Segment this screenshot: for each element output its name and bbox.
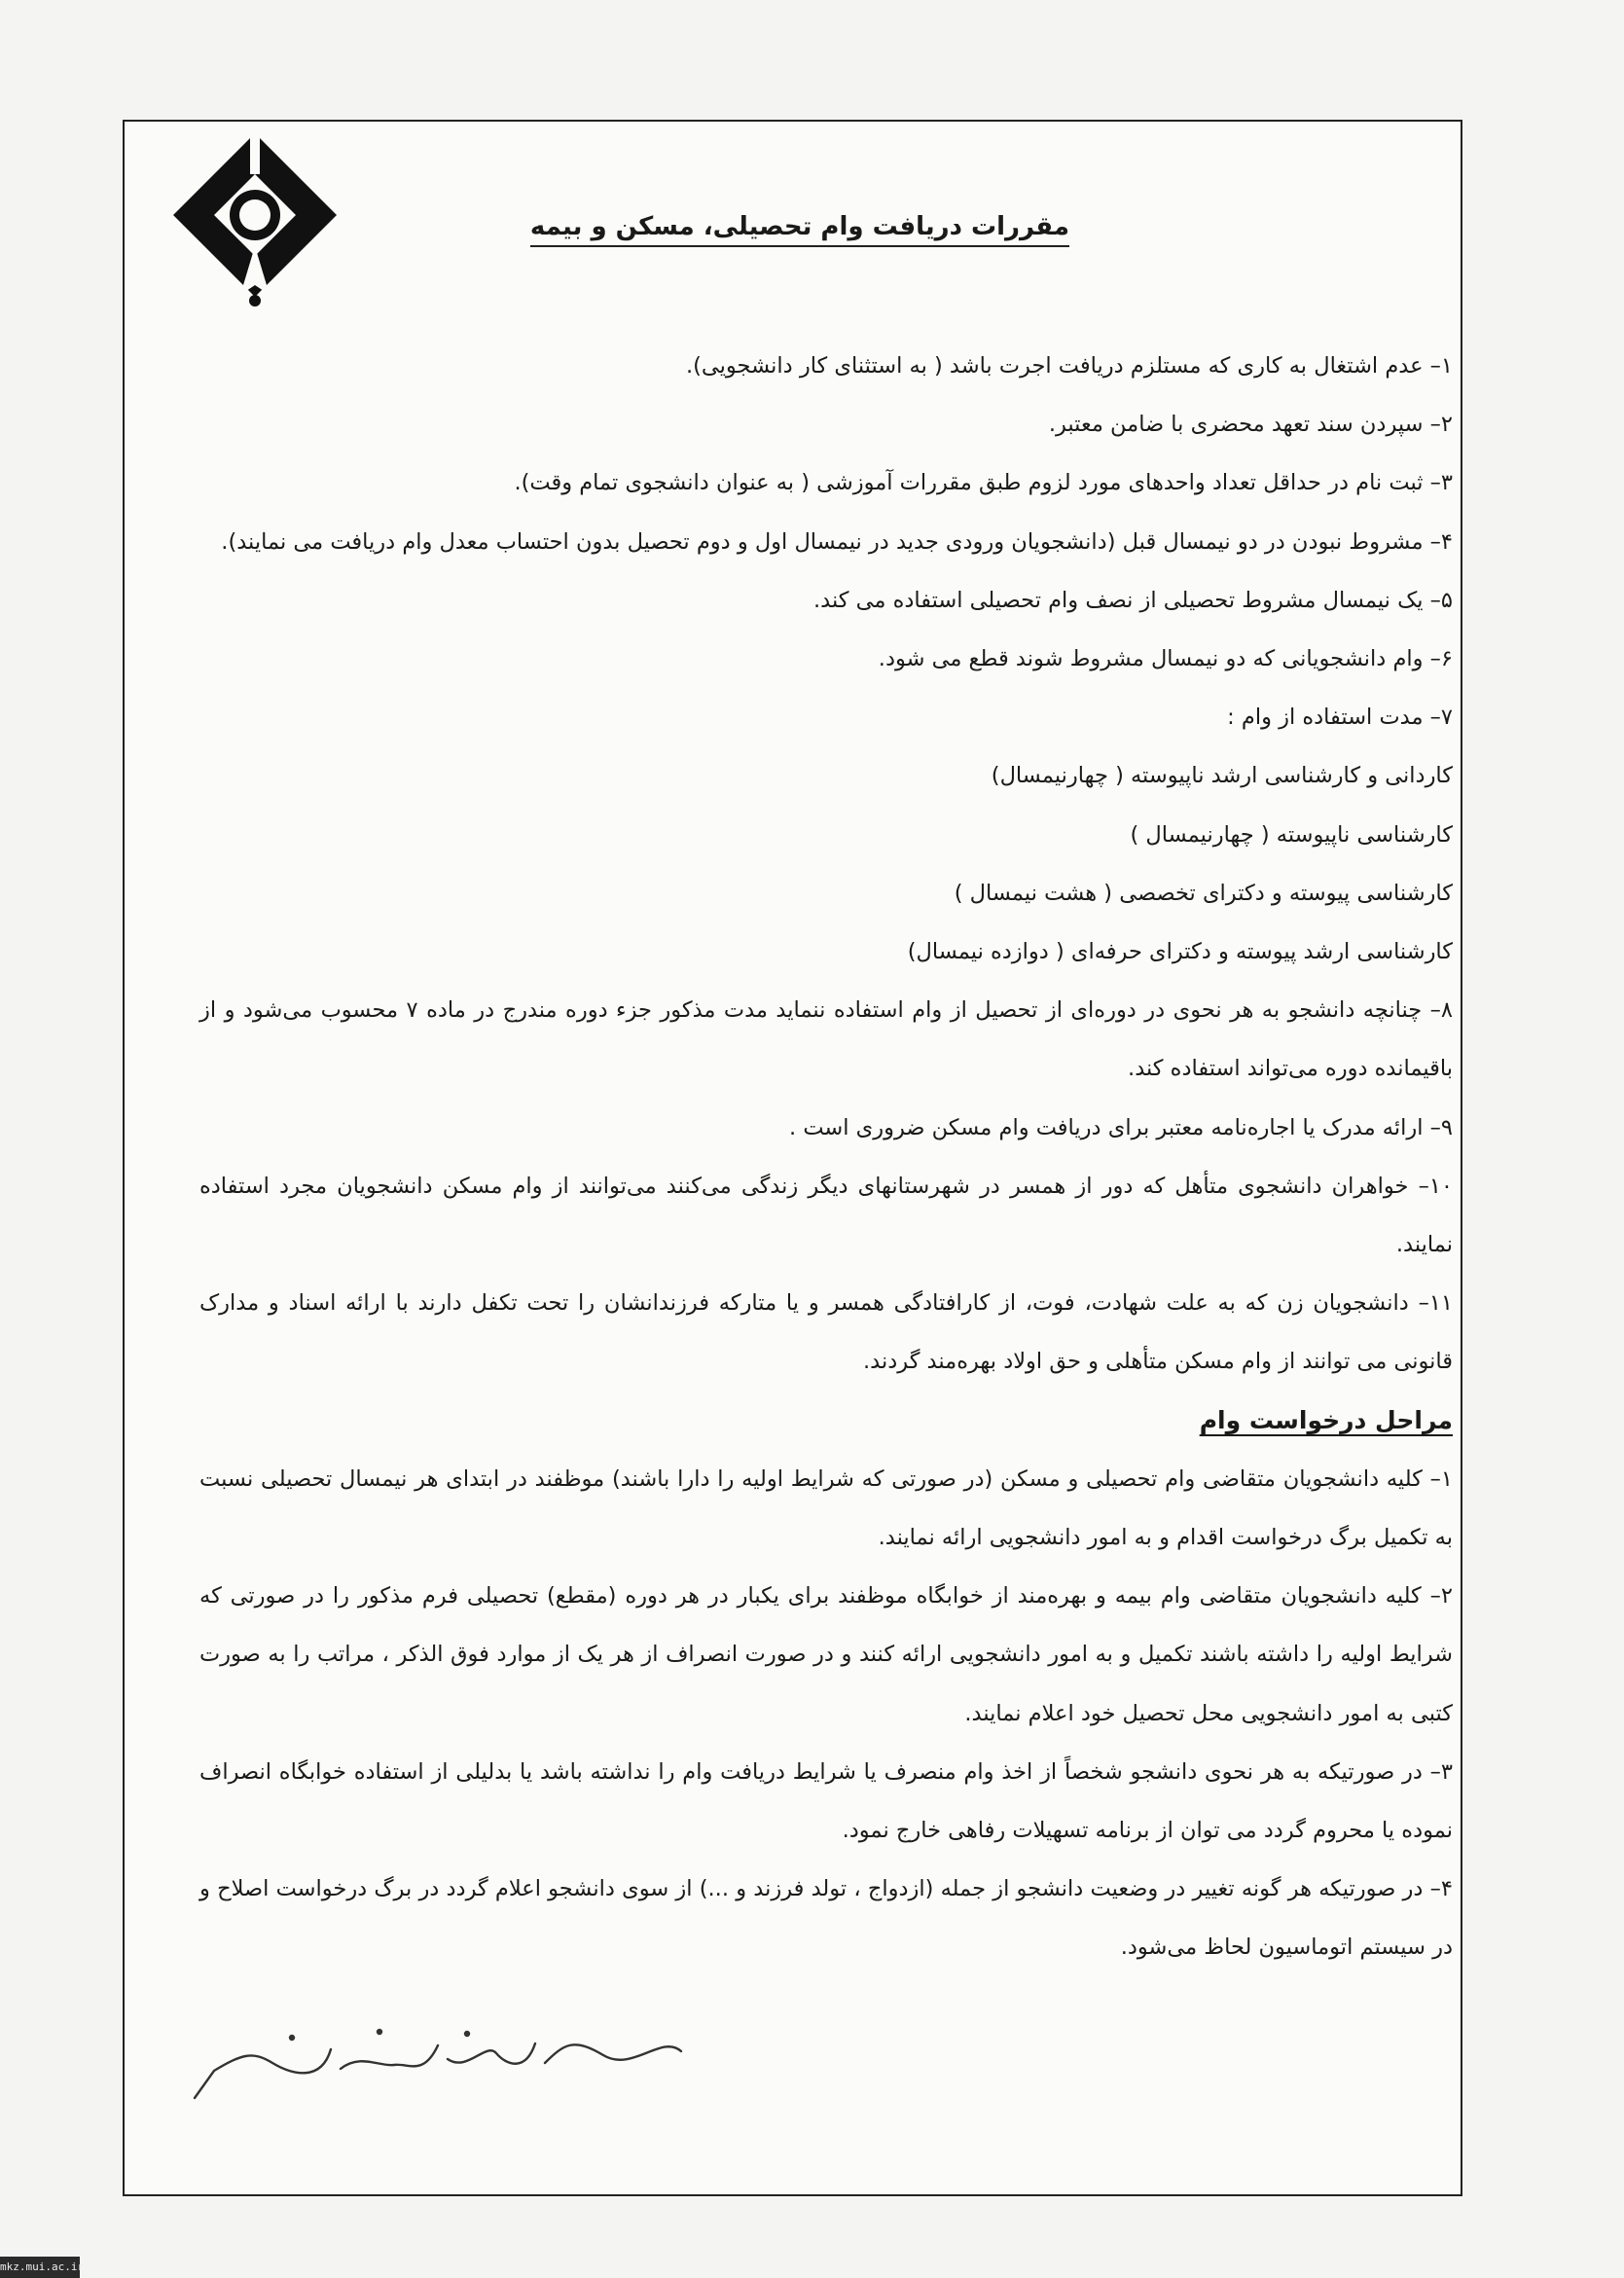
rule-item: ۶– وام دانشجویانی که دو نیمسال مشروط شوند قطع می شود. bbox=[878, 646, 1453, 672]
rule-item: ۲– سپردن سند تعهد محضری با ضامن معتبر. bbox=[1048, 412, 1453, 438]
step-item: ۳– در صورتیکه به هر نحوی دانشجو شخصاً از اخذ وام منصرف یا شرایط دریافت وام را نداشته باشد یا بدلیلی از استفاده خوابگاه انصراف نموده یا محروم گردد می توان از برنامه تسهیلات رفاهی خارج نمود. bbox=[199, 1758, 1453, 1844]
rule-item: ۹– ارائه مدرک یا اجاره‌نامه معتبر برای دریافت وام مسکن ضروری است . bbox=[789, 1114, 1453, 1140]
step-item: ۲– کلیه دانشجویان متقاضی وام بیمه و بهره‌مند از خوابگاه موظفند برای یکبار در هر دوره (مقطع) تحصیلی فرم مذکور را در صورتی که شرایط اولیه را داشته باشند تکمیل و به امور دانشجویی ارائه کنند و در صورت انصراف از هر یک از موارد فوق الذکر ، مراتب را به صورت کتبی به امور دانشجویی محل تحصیل خود اعلام نمایند. bbox=[199, 1583, 1453, 1726]
loan-duration-item: کارشناسی پیوسته و دکترای تخصصی ( هشت نیمسال ) bbox=[954, 880, 1453, 906]
loan-duration-item: کاردانی و کارشناسی ارشد ناپیوسته ( چهارنیمسال) bbox=[991, 763, 1453, 789]
document-title: مقررات دریافت وام تحصیلی، مسکن و بیمه bbox=[530, 212, 1069, 247]
rule-item: ۱۰– خواهران دانشجوی متأهل که دور از همسر در شهرستانهای دیگر زندگی می‌کنند می‌توانند از وام مسکن دانشجویان مجرد استفاده نمایند. bbox=[199, 1173, 1453, 1258]
section-heading: مراحل درخواست وام bbox=[1199, 1405, 1453, 1434]
rule-item: ۸– چنانچه دانشجو به هر نحوی در دوره‌ای از تحصیل از وام استفاده ننماید مدت مذکور جزء دوره مندرج در ماده ۷ محسوب می‌شود و از باقیمانده دوره می‌تواند استفاده کند. bbox=[199, 997, 1453, 1082]
rule-item: ۵– یک نیمسال مشروط تحصیلی از نصف وام تحصیلی استفاده می کند. bbox=[813, 587, 1453, 613]
rule-item: ۴– مشروط نبودن در دو نیمسال قبل (دانشجویان ورودی جدید در نیمسال اول و دوم تحصیل بدون احتساب معدل وام دریافت می نمایند). bbox=[221, 528, 1453, 555]
rule-item: ۱۱– دانشجویان زن که به علت شهادت، فوت، از کارافتادگی همسر و یا متارکه فرزندانشان را تحت تکفل دارند با ارائه اسناد و مدارک قانونی می توانند از وام مسکن متأهلی و حق اولاد بهره‌مند گردند. bbox=[199, 1290, 1453, 1375]
step-item: ۴– در صورتیکه هر گونه تغییر در وضعیت دانشجو از جمله (ازدواج ، تولد فرزند و ...) از سوی دانشجو اعلام گردد در برگ درخواست اصلاح و در سیستم اتوماسیون لحاظ می‌شود. bbox=[199, 1876, 1453, 1961]
rule-item: ۱– عدم اشتغال به کاری که مستلزم دریافت اجرت باشد ( به استثنای کار دانشجویی). bbox=[685, 353, 1453, 379]
loan-duration-item: کارشناسی ارشد پیوسته و دکترای حرفه‌ای ( دوازده نیمسال) bbox=[907, 939, 1453, 965]
step-item: ۱– کلیه دانشجویان متقاضی وام تحصیلی و مسکن (در صورتی که شرایط اولیه را دارا باشند) موظفند در ابتدای هر نیمسال تحصیلی نسبت به تکمیل برگ درخواست اقدام و به امور دانشجویی ارائه نمایند. bbox=[199, 1465, 1453, 1551]
rule-item: ۳– ثبت نام در حداقل تعداد واحدهای مورد لزوم طبق مقررات آموزشی ( به عنوان دانشجوی تمام وقت). bbox=[514, 470, 1453, 496]
loan-duration-item: کارشناسی ناپیوسته ( چهارنیمسال ) bbox=[1130, 821, 1453, 848]
rule-item: ۷– مدت استفاده از وام : bbox=[1227, 705, 1453, 731]
footer-tag: mkz.mui.ac.ir bbox=[0, 2257, 80, 2278]
university-logo bbox=[170, 129, 341, 307]
document-body bbox=[199, 337, 1453, 1977]
handwritten-signature bbox=[175, 2005, 701, 2112]
